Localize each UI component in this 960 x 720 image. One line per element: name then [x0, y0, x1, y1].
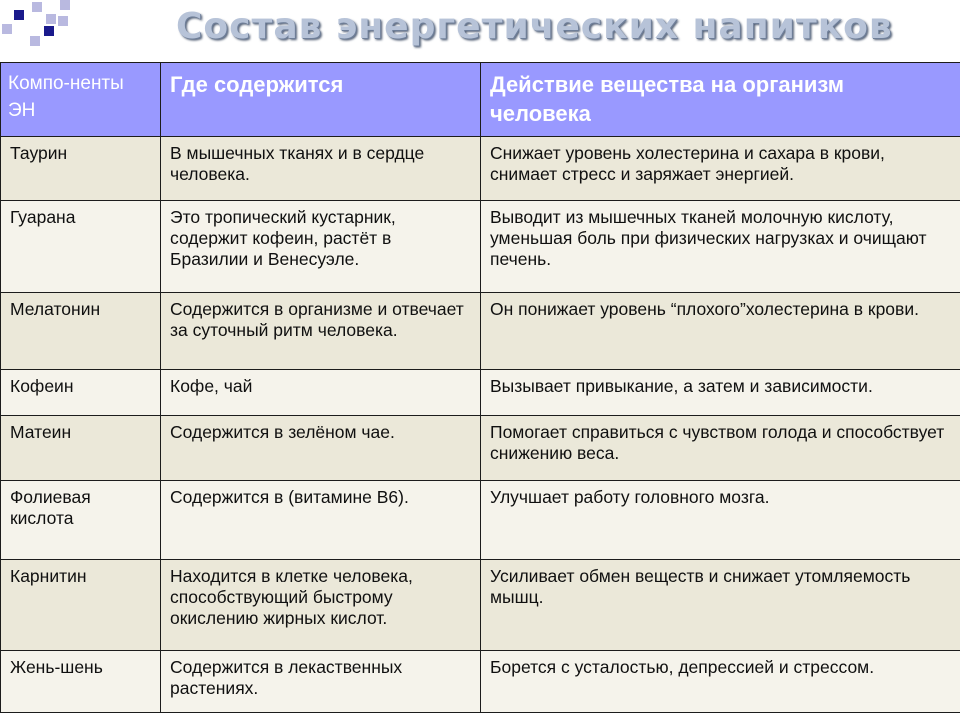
cell-location: Содержится в организме и отвечает за суточный ритм человека.: [161, 293, 481, 370]
cell-location: В мышечных тканях и в сердце человека.: [161, 137, 481, 201]
cell-component: Гуарана: [1, 201, 161, 293]
table-row: [1, 651, 960, 713]
table-row: [1, 560, 960, 651]
composition-table-container: [0, 62, 960, 720]
cell-effect: Улучшает работу головного мозга.: [481, 481, 960, 560]
cell-effect: Помогает справиться с чувством голода и способствует снижению веса.: [481, 416, 960, 481]
cell-effect: Он понижает уровень “плохого”холестерина в крови.: [481, 293, 960, 370]
table-row: [1, 293, 960, 370]
cell-component: Жень-шень: [1, 651, 161, 713]
decorative-squares: [0, 0, 80, 60]
slide-title: Состав энергетических напитков: [176, 6, 893, 47]
cell-component: Карнитин: [1, 560, 161, 651]
cell-location: Находится в клетке человека, способствующий быстрому окислению жирных кислот.: [161, 560, 481, 651]
header-location: Где содержится: [161, 63, 481, 137]
table-row: [1, 137, 960, 201]
composition-table: [0, 62, 960, 713]
table-row: [1, 416, 960, 481]
table-row: [1, 201, 960, 293]
cell-effect: Борется с усталостью, депрессией и стрессом.: [481, 651, 960, 713]
header-effect: Действие вещества на организм человека: [481, 63, 960, 137]
table-row: [1, 370, 960, 416]
cell-component: Мелатонин: [1, 293, 161, 370]
cell-location: Это тропический кустарник, содержит кофеин, растёт в Бразилии и Венесуэле.: [161, 201, 481, 293]
cell-effect: Вызывает привыкание, а затем и зависимости.: [481, 370, 960, 416]
table-row: [1, 481, 960, 560]
cell-effect: Выводит из мышечных тканей молочную кислоту, уменьшая боль при физических нагрузках и очищают печень.: [481, 201, 960, 293]
cell-component: Фолиевая кислота: [1, 481, 161, 560]
cell-location: Кофе, чай: [161, 370, 481, 416]
cell-effect: Усиливает обмен веществ и снижает утомляемость мышц.: [481, 560, 960, 651]
cell-component: Таурин: [1, 137, 161, 201]
cell-effect: Снижает уровень холестерина и сахара в крови, снимает стресс и заряжает энергией.: [481, 137, 960, 201]
cell-component: Кофеин: [1, 370, 161, 416]
header-component: Компо-ненты ЭН: [1, 63, 161, 137]
table-header-row: [1, 63, 960, 137]
cell-component: Матеин: [1, 416, 161, 481]
cell-location: Содержится в зелёном чае.: [161, 416, 481, 481]
cell-location: Содержится в (витамине В6).: [161, 481, 481, 560]
cell-location: Содержится в лекаственных растениях.: [161, 651, 481, 713]
